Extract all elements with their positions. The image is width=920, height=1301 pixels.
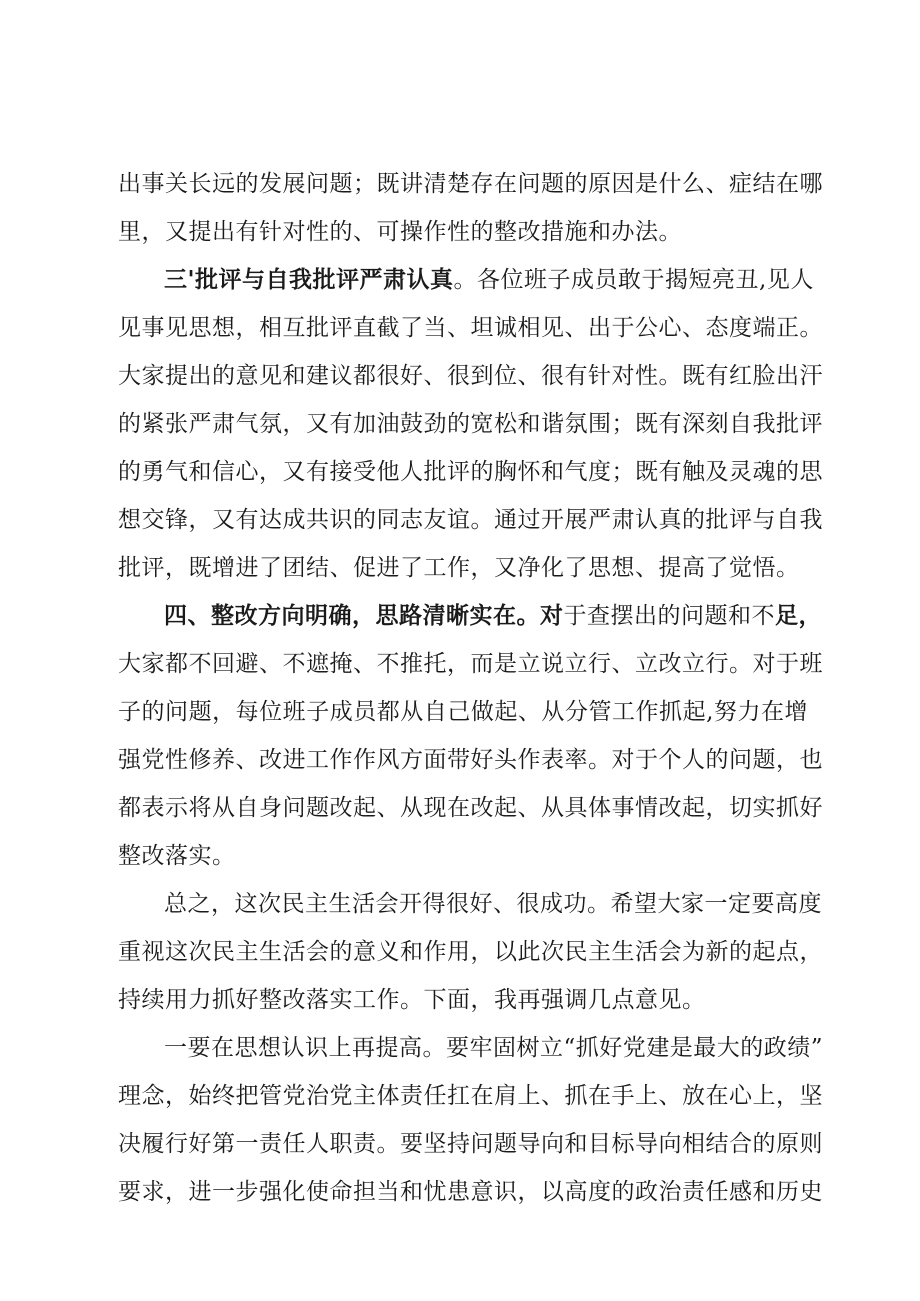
text-line: 里，又提出有针对性的、可操作性的整改措施和办法。 xyxy=(118,219,682,245)
text-line: 理念，始终把管党治党主体责任扛在肩上、抓在手上、放在心上，坚 xyxy=(118,1083,823,1109)
text-span: 足， xyxy=(775,602,822,629)
text-line xyxy=(118,592,822,640)
text-line: 批评，既增进了团结、促进了工作，又净化了思想、提高了觉悟。 xyxy=(118,555,800,581)
text-line: 大家提出的意见和建议都很好、很到位、很有针对性。既有红脸出汗 xyxy=(118,363,823,389)
section-heading: 四、整改方向明确，思路清晰实在。对 xyxy=(164,602,564,629)
text-span: 。各位班子成员敢于揭短亮丑,见人 xyxy=(453,267,814,293)
text-line xyxy=(118,256,814,304)
paragraph-point-one xyxy=(118,1024,824,1216)
text-line: 大家都不回避、不遮掩、不推托，而是立说立行、立改立行。对于班 xyxy=(118,651,823,677)
paragraph-rectification xyxy=(118,592,823,880)
text-line: 想交锋，又有达成共识的同志友谊。通过开展严肃认真的批评与自我 xyxy=(118,507,823,533)
text-line: 总之，这次民主生活会开得很好、很成功。希望大家一定要高度 xyxy=(164,891,822,917)
section-heading: 三'批评与自我批评严肃认真 xyxy=(164,266,454,293)
paragraph-continuation xyxy=(118,160,823,256)
text-line: 重视这次民主生活会的意义和作用，以此次民主生活会为新的起点， xyxy=(118,939,823,965)
text-line: 的紧张严肃气氛，又有加油鼓劲的宽松和谐氛围；既有深刻自我批评 xyxy=(118,411,823,437)
text-line: 出事关长远的发展问题；既讲清楚存在问题的原因是什么、症结在哪 xyxy=(118,171,823,197)
text-line: 整改落实。 xyxy=(118,843,236,869)
text-line: 见事见思想，相互批评直截了当、坦诚相见、出于公心、态度端正。 xyxy=(118,315,823,341)
text-span: 于查摆出的问题和不 xyxy=(563,603,775,629)
text-line: 强党性修养、改进工作作风方面带好头作表率。对于个人的问题，也 xyxy=(118,747,823,773)
text-line: 都表示将从自身问题改起、从现在改起、从具体事情改起，切实抓好 xyxy=(118,795,823,821)
text-line: 持续用力抓好整改落实工作。下面，我再强调几点意见。 xyxy=(118,987,706,1013)
paragraph-summary xyxy=(118,880,823,1024)
text-line: 要求，进一步强化使命担当和忧患意识，以高度的政治责任感和历史 xyxy=(118,1179,823,1205)
text-line: 决履行好第一责任人职责。要坚持问题导向和目标导向相结合的原则 xyxy=(118,1131,823,1157)
text-line: 的勇气和信心，又有接受他人批评的胸怀和气度；既有触及灵魂的思 xyxy=(118,459,823,485)
paragraph-criticism xyxy=(118,256,823,592)
text-line: 一要在思想认识上再提高。要牢固树立“抓好党建是最大的政绩” xyxy=(164,1035,824,1061)
text-line: 子的问题，每位班子成员都从自己做起、从分管工作抓起,努力在增 xyxy=(118,699,808,725)
document-body xyxy=(118,160,824,1216)
